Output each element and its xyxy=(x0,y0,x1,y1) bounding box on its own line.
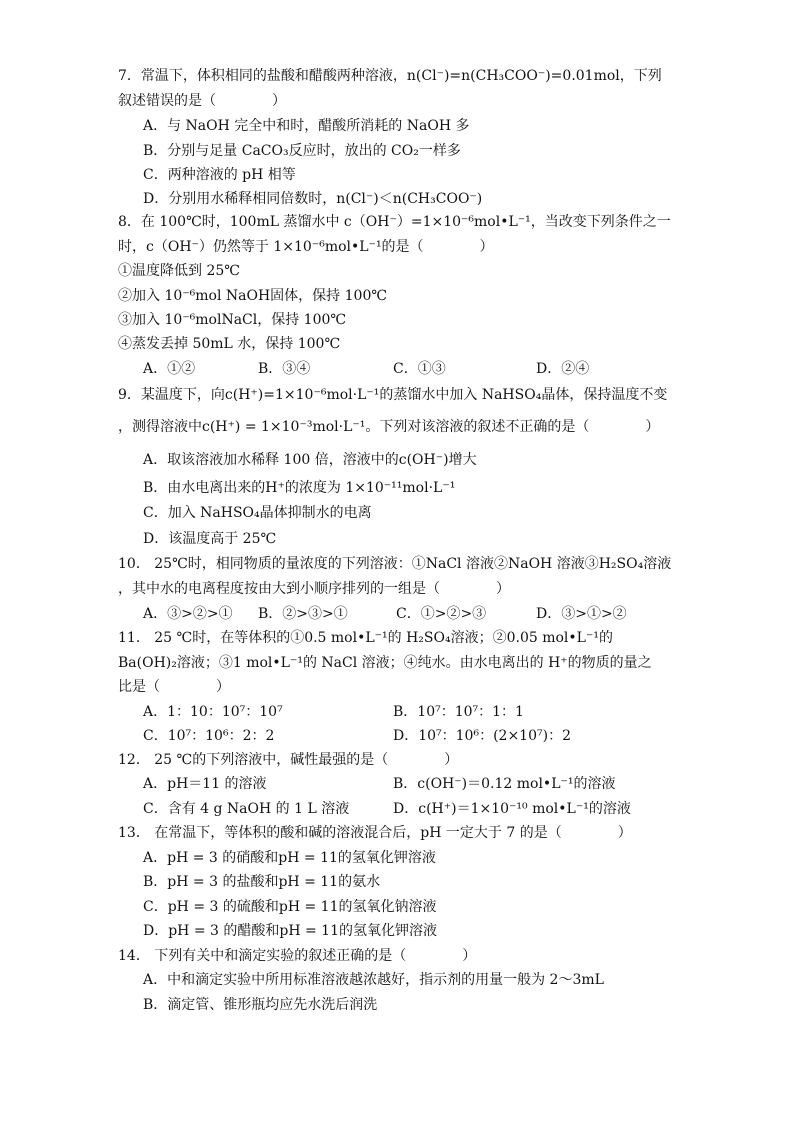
q10-stem-line-1: 10． 25℃时，相同物质的量浓度的下列溶液：①NaCl 溶液②NaOH 溶液③H₂SO₄溶液 xyxy=(118,556,672,572)
q13-option-b: B．pH = 3 的盐酸和pH = 11的氨水 xyxy=(143,874,381,890)
q8-option-c: C．①③ xyxy=(393,361,446,377)
q12-option-b: B．c(OH⁻)＝0.12 mol•L⁻¹的溶液 xyxy=(393,776,616,792)
q7-option-b: B．分别与足量 CaCO₃反应时，放出的 CO₂一样多 xyxy=(143,143,461,159)
q11-option-d: D．10⁷：10⁶：(2×10⁷)：2 xyxy=(393,728,571,744)
q12-option-d: D．c(H⁺)＝1×10⁻¹⁰ mol•L⁻¹的溶液 xyxy=(393,801,631,817)
q7-stem-line-2: 叙述错误的是（ ） xyxy=(118,93,286,109)
q14-option-a: A．中和滴定实验中所用标准溶液越浓越好，指示剂的用量一般为 2～3mL xyxy=(143,972,604,988)
q14-stem-line-1: 14． 下列有关中和滴定实验的叙述正确的是（ ） xyxy=(118,948,477,964)
q13-option-c: C．pH = 3 的硫酸和pH = 11的氢氧化钠溶液 xyxy=(143,899,437,915)
q10-option-d: D．③>①>② xyxy=(536,606,627,622)
q13-stem-line-1: 13． 在常温下，等体积的酸和碱的溶液混合后，pH 一定大于 7 的是（ ） xyxy=(118,825,632,841)
q8-option-b: B．③④ xyxy=(258,361,311,377)
q10-option-a: A．③>②>① xyxy=(143,606,233,622)
q11-option-a: A．1：10：10⁷：10⁷ xyxy=(143,704,283,720)
q9-option-b: B．由水电离出来的H⁺的浓度为 1×10⁻¹¹mol·L⁻¹ xyxy=(143,480,456,496)
q13-option-d: D．pH = 3 的醋酸和pH = 11的氢氧化钾溶液 xyxy=(143,923,437,939)
q12-option-a: A．pH＝11 的溶液 xyxy=(143,776,267,792)
q8-condition-3: ③加入 10⁻⁶molNaCl，保持 100℃ xyxy=(118,312,347,328)
q13-option-a: A．pH = 3 的硝酸和pH = 11的氢氧化钾溶液 xyxy=(143,850,436,866)
q10-option-b: B．②>③>① xyxy=(258,606,348,622)
q11-option-b: B．10⁷：10⁷：1：1 xyxy=(393,704,524,720)
q9-option-d: D．该温度高于 25℃ xyxy=(143,531,277,547)
q7-option-a: A．与 NaOH 完全中和时，醋酸所消耗的 NaOH 多 xyxy=(143,118,470,134)
q10-stem-line-2: ，其中水的电离程度按由大到小顺序排列的一组是（ ） xyxy=(118,581,510,597)
q8-condition-1: ①温度降低到 25℃ xyxy=(118,263,240,279)
q7-option-c: C．两种溶液的 pH 相等 xyxy=(143,167,296,183)
q9-stem-line-1: 9．某温度下，向c(H⁺)=1×10⁻⁶mol·L⁻¹的蒸馏水中加入 NaHSO₄晶体，保持温度不变 xyxy=(118,387,668,403)
q11-stem-line-1: 11． 25 ℃时，在等体积的①0.5 mol•L⁻¹的 H₂SO₄溶液；②0.05 mol•L⁻¹的 xyxy=(118,630,613,646)
q7-option-d: D．分别用水稀释相同倍数时，n(Cl⁻)＜n(CH₃COO⁻) xyxy=(143,191,483,207)
q12-option-c: C．含有 4 g NaOH 的 1 L 溶液 xyxy=(143,801,350,817)
q8-option-a: A．①② xyxy=(143,361,196,377)
q8-condition-4: ④蒸发丢掉 50mL 水，保持 100℃ xyxy=(118,336,341,352)
q9-option-c: C．加入 NaHSO₄晶体抑制水的电离 xyxy=(143,505,372,521)
q10-option-c: C．①>②>③ xyxy=(396,606,487,622)
q8-option-d: D．②④ xyxy=(536,361,590,377)
q11-stem-line-2: Ba(OH)₂溶液；③1 mol•L⁻¹的 NaCl 溶液；④纯水。由水电离出的 H⁺的物质的量之 xyxy=(118,655,652,671)
q11-stem-line-3: 比是（ ） xyxy=(118,679,230,695)
q12-stem-line-1: 12． 25 ℃的下列溶液中，碱性最强的是（ ） xyxy=(118,752,459,768)
q8-stem-line-1: 8．在 100℃时，100mL 蒸馏水中 c（OH⁻）=1×10⁻⁶mol•L⁻¹，当改变下列条件之一 xyxy=(118,214,671,230)
q9-option-a: A．取该溶液加水稀释 100 倍，溶液中的c(OH⁻)增大 xyxy=(143,452,477,468)
q14-option-b: B．滴定管、锥形瓶均应先水洗后润洗 xyxy=(143,997,378,1013)
q8-condition-2: ②加入 10⁻⁶mol NaOH固体，保持 100℃ xyxy=(118,288,388,304)
q7-stem-line-1: 7．常温下，体积相同的盐酸和醋酸两种溶液，n(Cl⁻)=n(CH₃COO⁻)=0.01mol，下列 xyxy=(118,68,662,84)
q9-stem-line-2: ，测得溶液中c(H⁺) = 1×10⁻³mol·L⁻¹。下列对该溶液的叙述不正确的是（ ） xyxy=(118,419,660,435)
q11-option-c: C．10⁷：10⁶：2：2 xyxy=(143,728,275,744)
q8-stem-line-2: 时，c（OH⁻）仍然等于 1×10⁻⁶mol•L⁻¹的是（ ） xyxy=(118,239,494,255)
